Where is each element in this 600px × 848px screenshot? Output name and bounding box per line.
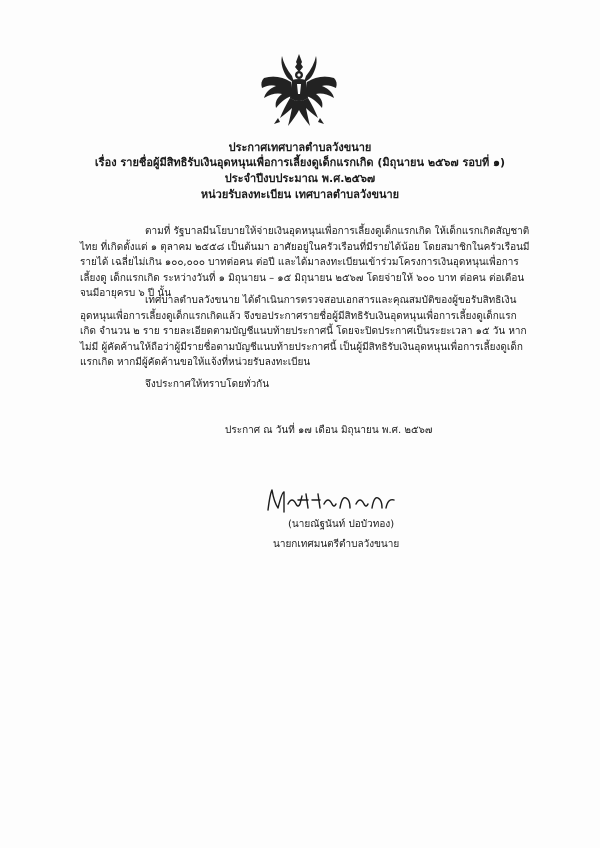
signer-name: (นายณัฐนันท์ ปอบัวทอง): [288, 519, 395, 530]
announcement-title: ประกาศเทศบาลตำบลวังขนาย: [228, 141, 372, 154]
signer-title: นายกเทศมนตรีตำบลวังขนาย: [273, 539, 400, 550]
signature: [262, 486, 412, 514]
fiscal-year: ประจำปีงบประมาณ พ.ศ.๒๕๖๗: [224, 172, 376, 185]
garuda-emblem-icon: [258, 52, 340, 130]
body-paragraph-2: เทศบาลตำบลวังขนาย ได้ดำเนินการตรวจสอบเอกสารและคุณสมบัติของผู้ขอรับสิทธิเงิน อุดหนุนเพื่อการเลี้ยงดูเด็กแรกเกิดแล้ว จึงขอประกาศรายชื่อผู้มีสิทธิรับเงินอุดหนุนเพื่อการเลี้ยงดูเด็กแรกเกิด จำนวน ๒ ราย รายละเอียดตามบัญชีแนบท้ายประกาศนี้ โดยจะปิดประกาศเป็นระยะเวลา ๑๕ วัน หากไม่มี ผู้คัดค้านให้ถือว่าผู้มีรายชื่อตามบัญชีแนบท้ายประกาศนี้ เป็นผู้มีสิทธิรับเงินอุดหนุนเพื่อการเลี้ยงดูเด็กแรกเกิด หากมีผู้คัดค้านขอให้แจ้งที่หน่วยรับลงทะเบียน: [80, 295, 527, 368]
closing-statement: จึงประกาศให้ทราบโดยทั่วกัน: [145, 379, 270, 390]
body-paragraph-1: ตามที่ รัฐบาลมีนโยบายให้จ่ายเงินอุดหนุนเพื่อการเลี้ยงดูเด็กแรกเกิด ให้เด็กแรกเกิดสัญชาติไทย ที่เกิดตั้งแต่ ๑ ตุลาคม ๒๕๕๘ เป็นต้นมา อาศัยอยู่ในครัวเรือนที่มีรายได้น้อย โดยสมาชิกในครัวเรือนมีรายได้ เฉลี่ยไม่เกิน ๑๐๐,๐๐๐ บาทต่อคน ต่อปี และได้มาลงทะเบียนเข้าร่วมโครงการเงินอุดหนุนเพื่อการเลี้ยงดู เด็กแรกเกิด ระหว่างวันที่ ๑ มิถุนายน – ๑๕ มิถุนายน ๒๕๖๗ โดยจ่ายให้ ๖๐๐ บาท ต่อคน ต่อเดือน จนมีอายุครบ ๖ ปี นั้น: [80, 226, 530, 299]
registration-unit: หน่วยรับลงทะเบียน เทศบาลตำบลวังขนาย: [200, 188, 400, 201]
announcement-subject: เรื่อง รายชื่อผู้มีสิทธิรับเงินอุดหนุนเพื่อการเลี้ยงดูเด็กแรกเกิด (มิถุนายน ๒๕๖๗ รอบที่ ๑): [94, 156, 506, 169]
announcement-date: ประกาศ ณ วันที่ ๑๗ เดือน มิถุนายน พ.ศ. ๒๕๖๗: [225, 425, 433, 436]
